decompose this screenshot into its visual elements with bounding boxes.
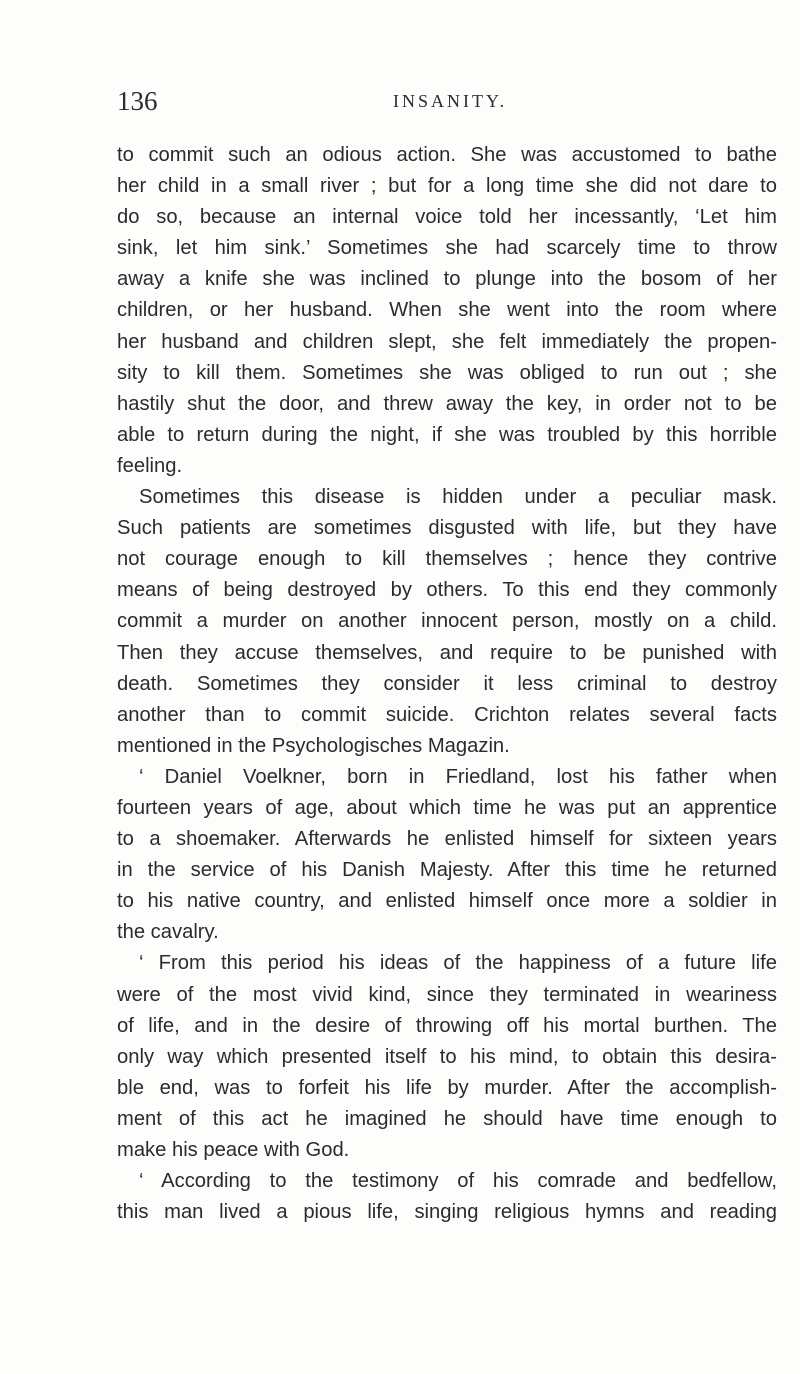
text-line: fourteen years of age, about which time he was put an apprentice <box>117 796 777 819</box>
text-line: Such patients are sometimes disgusted with life, but they have <box>117 517 777 540</box>
text-line: were of the most vivid kind, since they terminated in weariness <box>117 983 777 1006</box>
text-line: not courage enough to kill themselves ; hence they contrive <box>117 548 777 571</box>
text-line: make his peace with God. <box>117 1139 350 1161</box>
text-line: away a knife she was inclined to plunge into the bosom of her <box>117 268 777 291</box>
text-line: death. Sometimes they consider it less criminal to destroy <box>117 672 777 695</box>
text-line: ‘ According to the testimony of his comrade and bedfellow, <box>139 1170 777 1193</box>
text-line: commit a murder on another innocent person, mostly on a child. <box>117 610 777 633</box>
text-line: ment of this act he imagined he should have time enough to <box>117 1107 777 1130</box>
text-line: another than to commit suicide. Crichton relates several facts <box>117 703 777 726</box>
text-line: means of being destroyed by others. To this end they commonly <box>117 579 777 602</box>
text-line: to a shoemaker. Afterwards he enlisted himself for sixteen years <box>117 828 777 851</box>
text-line: do so, because an internal voice told her incessantly, ‘Let him <box>117 206 777 229</box>
text-line: able to return during the night, if she was troubled by this horrible <box>117 423 777 446</box>
text-line: ‘ From this period his ideas of the happiness of a future life <box>139 952 777 975</box>
text-line: hastily shut the door, and threw away the key, in order not to be <box>117 392 777 415</box>
text-line: to commit such an odious action. She was accustomed to bathe <box>117 144 777 166</box>
text-line: the cavalry. <box>117 921 219 944</box>
text-line: sity to kill them. Sometimes she was obliged to run out ; she <box>117 361 777 384</box>
text-line: to his native country, and enlisted himself once more a soldier in <box>117 890 777 913</box>
text-line: of life, and in the desire of throwing off his mortal burthen. The <box>117 1014 777 1037</box>
text-line: only way which presented itself to his mind, to obtain this desira- <box>117 1045 777 1068</box>
text-line: in the service of his Danish Majesty. After this time he returned <box>117 859 777 882</box>
text-line: ‘ Daniel Voelkner, born in Friedland, lost his father when <box>139 765 777 788</box>
text-line: sink, let him sink.’ Sometimes she had scarcely time to throw <box>117 237 777 260</box>
text-line: mentioned in the Psychologisches Magazin. <box>117 734 510 757</box>
page-number: 136 <box>117 86 158 116</box>
text-line: her husband and children slept, she felt immediately the propen- <box>117 330 777 353</box>
body-text <box>117 140 777 1228</box>
text-line: this man lived a pious life, singing religious hymns and reading <box>117 1201 777 1224</box>
running-head: INSANITY. <box>393 91 508 111</box>
text-line: Then they accuse themselves, and require to be punished with <box>117 641 777 664</box>
text-line: Sometimes this disease is hidden under a peculiar mask. <box>139 486 777 509</box>
text-line: children, or her husband. When she went into the room where <box>117 299 777 322</box>
page-header <box>117 86 800 126</box>
text-line: her child in a small river ; but for a long time she did not dare to <box>117 175 777 198</box>
text-line: feeling. <box>117 454 183 477</box>
text-line: ble end, was to forfeit his life by murder. After the accomplish- <box>117 1076 777 1099</box>
